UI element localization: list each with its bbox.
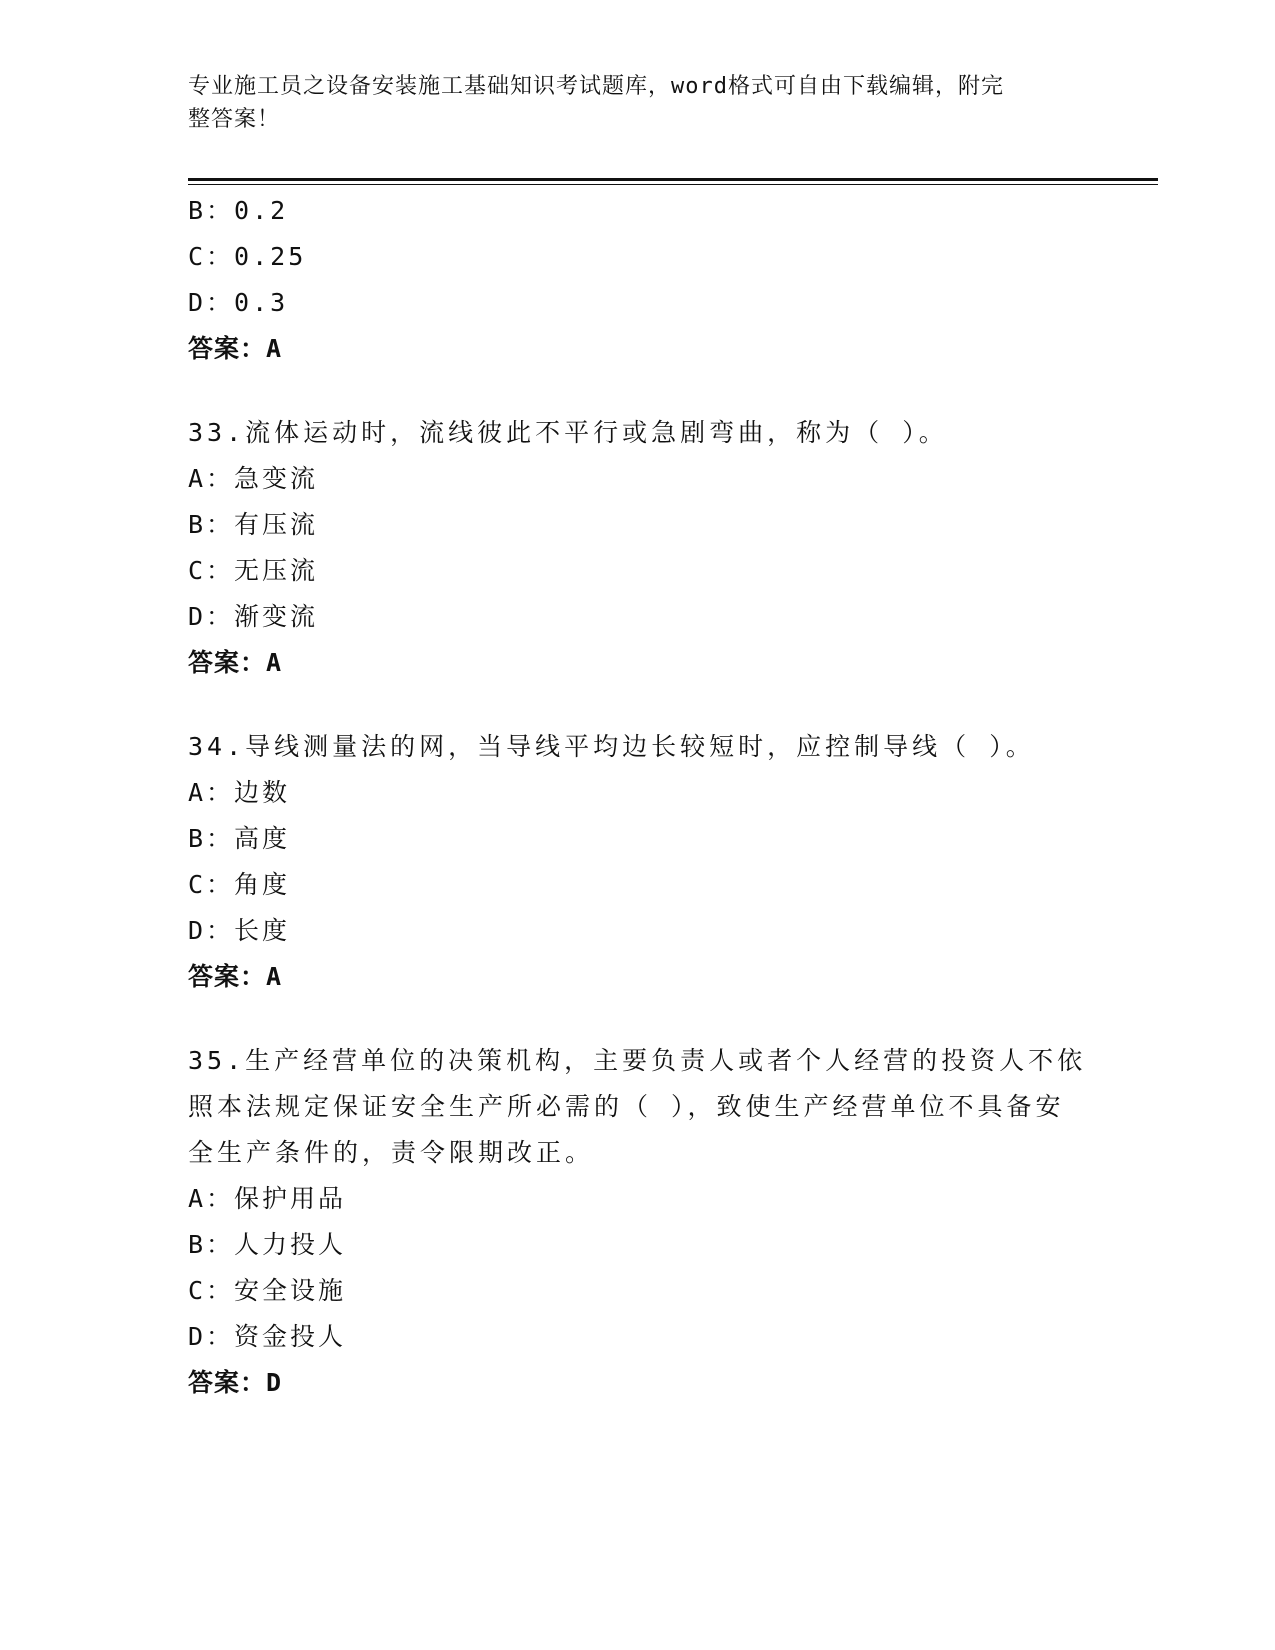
option-c: C：无压流	[188, 556, 319, 585]
option-c: C：安全设施	[188, 1276, 347, 1305]
answer: 答案：A	[188, 334, 283, 363]
header-rule-thick	[188, 178, 1158, 181]
question-line: 照本法规定保证安全生产所必需的（ ），致使生产经营单位不具备安	[188, 1092, 1065, 1121]
answer: 答案：A	[188, 962, 283, 991]
option-c: C：角度	[188, 870, 291, 899]
option-b: B：高度	[188, 824, 291, 853]
header-line-2: 整答案！	[188, 107, 281, 132]
question-line: 全生产条件的，责令限期改正。	[188, 1138, 595, 1167]
question-line: 33.流体运动时，流线彼此不平行或急剧弯曲，称为（ ）。	[188, 418, 948, 447]
option-b: B：有压流	[188, 510, 319, 539]
answer: 答案：A	[188, 648, 283, 677]
option-a: A：保护用品	[188, 1184, 347, 1213]
header-line-1: 专业施工员之设备安装施工基础知识考试题库，word格式可自由下载编辑，附完	[188, 74, 1004, 99]
prev-question-block	[188, 188, 1088, 372]
question-33	[188, 410, 1088, 686]
page-header	[188, 70, 1088, 136]
question-text	[188, 1038, 1088, 1176]
option-a: A：急变流	[188, 464, 319, 493]
header-rule-thin	[188, 184, 1158, 185]
question-text	[188, 724, 1088, 770]
question-34	[188, 724, 1088, 1000]
answer: 答案：D	[188, 1368, 283, 1397]
option-b: B：0.2	[188, 196, 289, 225]
option-d: D：0.3	[188, 288, 289, 317]
question-35	[188, 1038, 1088, 1406]
question-text	[188, 410, 1088, 456]
option-c: C：0.25	[188, 242, 307, 271]
option-d: D：长度	[188, 916, 291, 945]
option-d: D：资金投人	[188, 1322, 347, 1351]
question-line: 34.导线测量法的网，当导线平均边长较短时，应控制导线（ ）。	[188, 732, 1035, 761]
document-body	[188, 188, 1088, 1406]
option-d: D：渐变流	[188, 602, 319, 631]
option-b: B：人力投人	[188, 1230, 347, 1259]
option-a: A：边数	[188, 778, 291, 807]
question-line: 35.生产经营单位的决策机构，主要负责人或者个人经营的投资人不依	[188, 1046, 1087, 1075]
